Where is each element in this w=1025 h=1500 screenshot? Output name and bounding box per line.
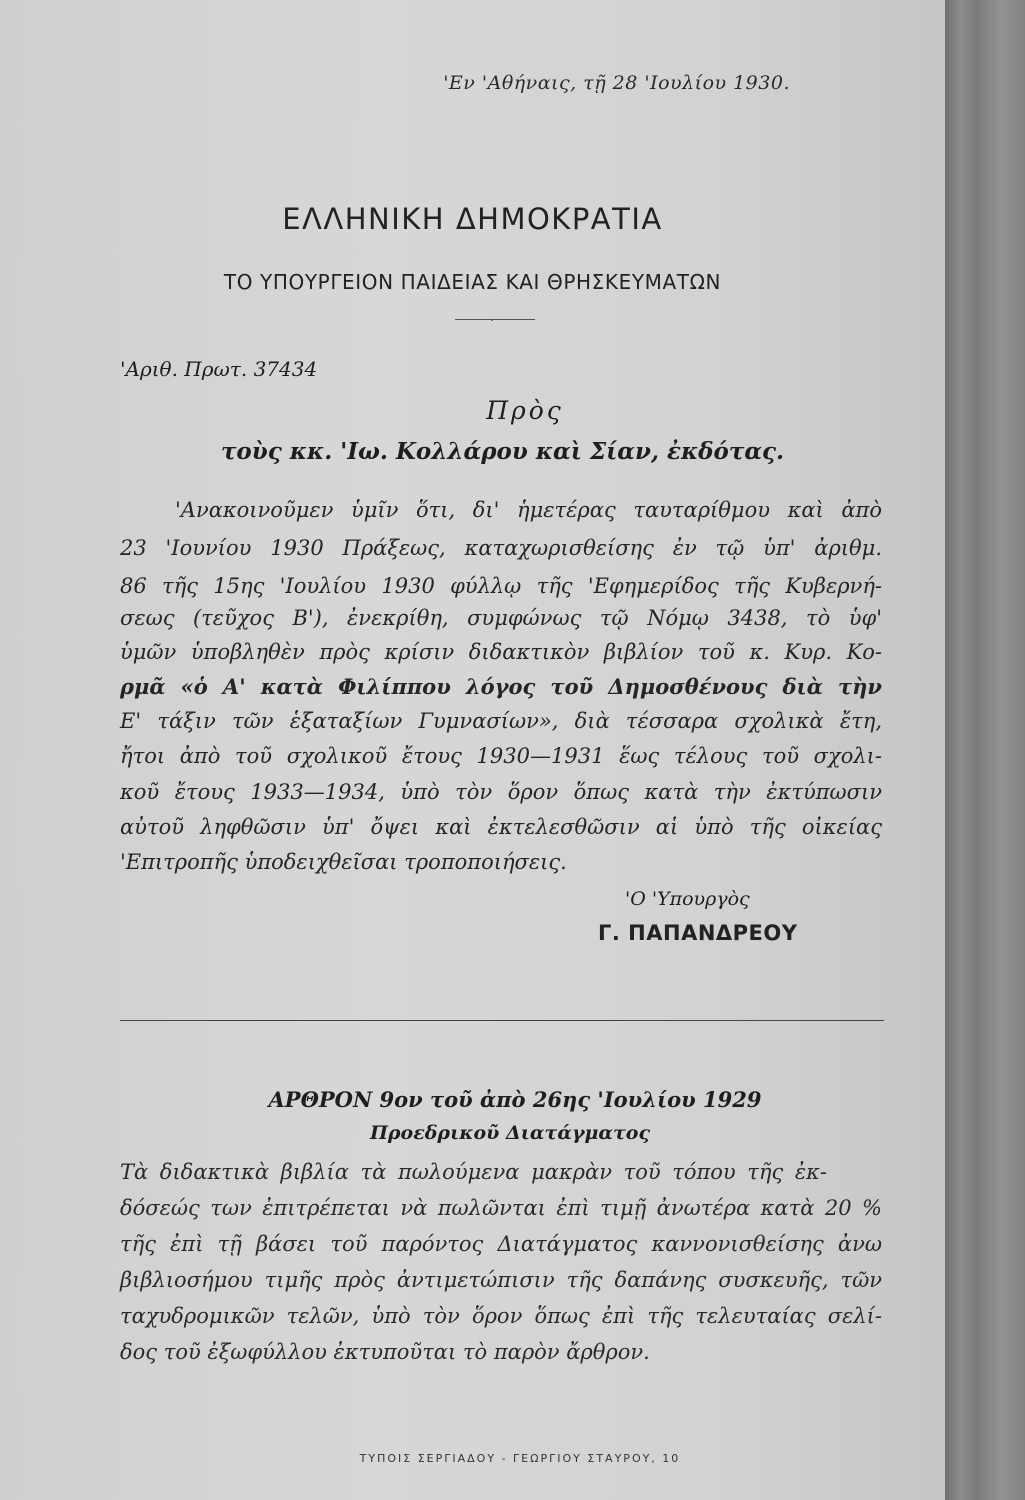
article-line: δος τοῦ ἐξωφύλλου ἐκτυποῦται τὸ παρὸν ἄρθρον.	[120, 1340, 650, 1364]
letter-date: 'Εν 'Αθήναις, τῇ 28 'Ιουλίου 1930.	[443, 72, 790, 94]
article-line: τῆς ἐπὶ τῇ βάσει τοῦ παρόντος Διατάγματος καννονισθείσης ἀνω	[120, 1232, 882, 1256]
body-line: κοῦ ἔτους 1933—1934, ὑπὸ τὸν ὅρον ὅπως κατὰ τὴν ἐκτύπωσιν	[120, 780, 882, 804]
ornament-rule	[455, 319, 535, 320]
article-line: ταχυδρομικῶν τελῶν, ὑπὸ τὸν ὅρον ὅπως ἐπὶ τῆς τελευταίας σελί-	[120, 1304, 882, 1328]
body-line: Ε' τάξιν τῶν ἑξαταξίων Γυμνασίων», διὰ τέσσαρα σχολικὰ ἔτη,	[120, 709, 882, 733]
body-line: 23 'Ιουνίου 1930 Πράξεως, καταχωρισθείσης ἐν τῷ ὑπ' ἀριθμ.	[120, 536, 882, 560]
body-line: ἤτοι ἀπὸ τοῦ σχολικοῦ ἔτους 1930—1931 ἕως τέλους τοῦ σχολι-	[120, 744, 882, 768]
article-title: ΑΡΘΡΟΝ 9ον τοῦ ἀπὸ 26ης 'Ιουλίου 1929	[268, 1087, 762, 1112]
body-line: 'Ανακοινοῦμεν ὑμῖν ὅτι, δι' ἡμετέρας ταυταρίθμου καὶ ἀπὸ	[175, 498, 882, 522]
article-line: βιβλιοσήμου τιμῆς πρὸς ἀντιμετώπισιν τῆς δαπάνης συσκευῆς, τῶν	[120, 1268, 882, 1292]
decree-title: Προεδρικοῦ Διατάγματος	[369, 1122, 651, 1144]
body-line: ὑμῶν ὑποβληθὲν πρὸς κρίσιν διδακτικὸν βιβλίον τοῦ κ. Κυρ. Κο-	[120, 640, 882, 664]
article-line: δόσεώς των ἐπιτρέπεται νὰ πωλῶνται ἐπὶ τιμῇ ἀνωτέρα κατὰ 20 %	[120, 1196, 882, 1220]
protocol-number: 'Αριθ. Πρωτ. 37434	[120, 357, 318, 381]
body-line: ρμᾶ «ὁ Α' κατὰ Φιλίππου λόγος τοῦ Δημοσθένους διὰ τὴν	[120, 674, 882, 699]
article-line: Τὰ διδακτικὰ βιβλία τὰ πωλούμενα μακρὰν τοῦ τόπου τῆς ἐκ-	[120, 1160, 827, 1184]
cover-binding-edge	[945, 0, 1025, 1500]
section-divider	[120, 1020, 884, 1021]
body-line: 86 τῆς 15ης 'Ιουλίου 1930 φύλλῳ τῆς 'Εφημερίδος τῆς Κυβερνή-	[120, 574, 882, 598]
body-line: σεως (τεῦχος Β'), ἐνεκρίθη, συμφώνως τῷ Νόμῳ 3438, τὸ ὑφ'	[120, 606, 882, 630]
signer-title: 'Ο 'Υπουργὸς	[625, 888, 750, 910]
signer-name: Γ. ΠΑΠΑΝΔΡΕΟΥ	[598, 921, 798, 945]
body-line: αὐτοῦ ληφθῶσιν ὑπ' ὄψει καὶ ἐκτελεσθῶσιν αἱ ὑπὸ τῆς οἰκείας	[120, 815, 882, 839]
addressee: τοὺς κκ. 'Ιω. Κολλάρου καὶ Σίαν, ἐκδότας.	[220, 438, 785, 465]
printer-imprint: ΤΥΠΟΙΣ ΣΕΡΓΙΑΔΟΥ - ΓΕΩΡΓΙΟΥ ΣΤΑΥΡΟΥ, 10	[359, 1452, 681, 1465]
ornament-mark: ·	[490, 314, 494, 327]
salutation-pros: Πρὸς	[486, 396, 564, 425]
state-heading: ΕΛΛΗΝΙΚΗ ΔΗΜΟΚΡΑΤΙΑ	[282, 202, 663, 236]
body-line: 'Επιτροπῆς ὑποδειχθεῖσαι τροποποιήσεις.	[120, 850, 567, 874]
ministry-heading: ΤΟ ΥΠΟΥΡΓΕΙΟΝ ΠΑΙΔΕΙΑΣ ΚΑΙ ΘΡΗΣΚΕΥΜΑΤΩΝ	[223, 270, 722, 294]
